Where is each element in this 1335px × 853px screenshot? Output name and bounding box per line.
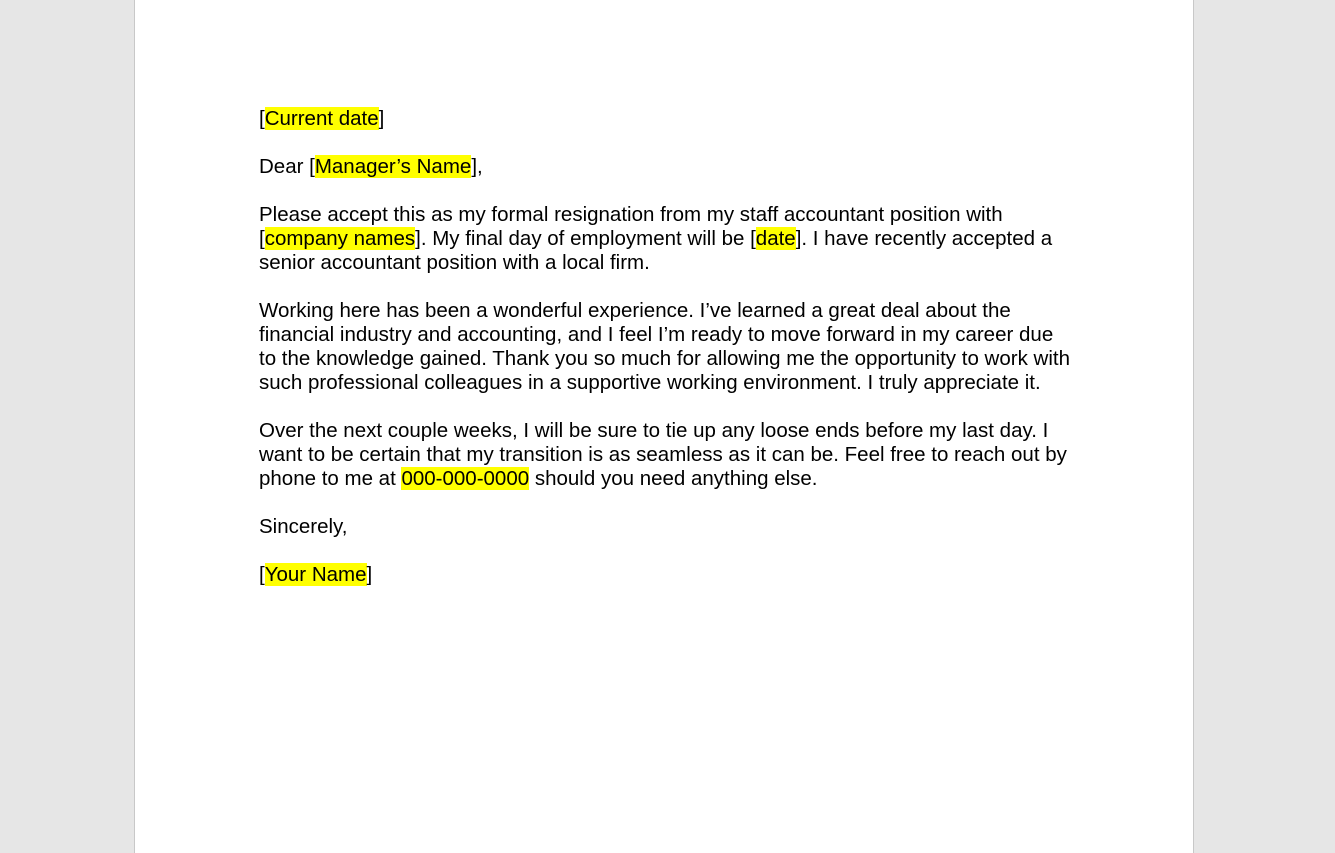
paragraph-text: should you need anything else.: [529, 467, 818, 490]
bracket-open: [: [259, 563, 265, 586]
your-name-placeholder[interactable]: Your Name: [264, 563, 367, 586]
signature-line[interactable]: [259, 563, 1071, 587]
document-page[interactable]: [134, 0, 1194, 853]
letter-body[interactable]: [259, 107, 1071, 611]
bracket-close: ]: [378, 107, 385, 130]
paragraph-transition[interactable]: [259, 419, 1071, 491]
bracket-open: [: [259, 107, 265, 130]
paragraph-text: ]. I have recently accepted a senior accountant position with a local firm.: [259, 227, 1053, 274]
date-line[interactable]: [259, 107, 1071, 131]
paragraph-resignation[interactable]: [259, 203, 1071, 275]
manager-name-placeholder[interactable]: Manager’s Name: [314, 155, 472, 178]
company-names-placeholder[interactable]: company names: [264, 227, 416, 250]
paragraph-experience[interactable]: Working here has been a wonderful experience. I’ve learned a great deal about the financial industry and accounting, and I feel I’m ready to move forward in my career due to the knowledge gained. Thank you so much for allowing me the opportunity to work with such professional colleagues in a supportive working environment. I truly appreciate it.: [259, 299, 1070, 394]
greeting-prefix: Dear [: [259, 155, 315, 178]
paragraph-text: ]. My final day of employment will be [: [415, 227, 756, 250]
current-date-placeholder[interactable]: Current date: [264, 107, 379, 130]
final-date-placeholder[interactable]: date: [755, 227, 796, 250]
phone-number-placeholder[interactable]: 000-000-0000: [401, 467, 530, 490]
bracket-close: ]: [366, 563, 373, 586]
paragraph-text: Please accept this as my formal resignation from my staff accountant position with [: [259, 203, 1003, 250]
greeting-suffix: ],: [471, 155, 483, 178]
greeting-line[interactable]: [259, 155, 1071, 179]
closing-line[interactable]: Sincerely,: [259, 515, 348, 538]
paragraph-text: Over the next couple weeks, I will be sure to tie up any loose ends before my last day. I want to be certain that my transition is as seamless as it can be. Feel free to reach out by phone to me at: [259, 419, 1067, 490]
